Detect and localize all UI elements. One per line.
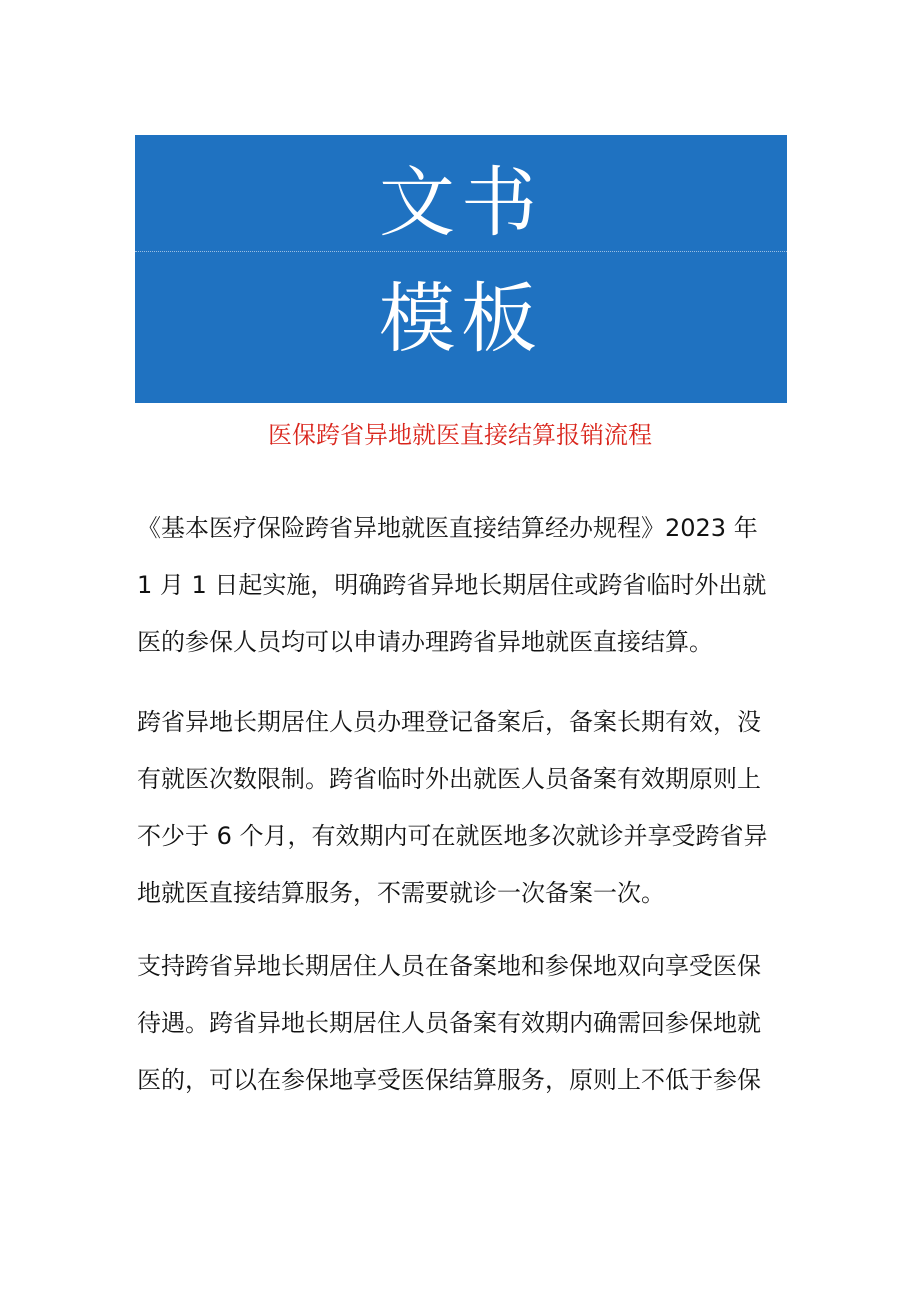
paragraph-2 [137, 694, 787, 922]
paragraph-line: 跨省异地长期居住人员办理登记备案后，备案长期有效，没 [137, 708, 761, 736]
paragraph-line: 有就医次数限制。跨省临时外出就医人员备案有效期原则上 [137, 765, 761, 793]
paragraph-line: 支持跨省异地长期居住人员在备案地和参保地双向享受医保 [137, 952, 761, 980]
cover-banner [135, 135, 787, 403]
paragraph-line: 不少于 6 个月，有效期内可在就医地多次就诊并享受跨省异 [137, 822, 768, 850]
banner-divider [135, 251, 787, 252]
paragraph-3 [137, 938, 787, 1109]
paragraph-line: 《基本医疗保险跨省异地就医直接结算经办规程》2023 年 [137, 514, 758, 542]
paragraph-line: 地就医直接结算服务，不需要就诊一次备案一次。 [137, 879, 665, 907]
document-title: 医保跨省异地就医直接结算报销流程 [268, 421, 652, 449]
paragraph-line: 1 月 1 日起实施，明确跨省异地长期居住或跨省临时外出就 [137, 571, 767, 599]
banner-title-line-2: 模板 [379, 274, 543, 363]
paragraph-line: 待遇。跨省异地长期居住人员备案有效期内确需回参保地就 [137, 1009, 761, 1037]
paragraph-line: 医的，可以在参保地享受医保结算服务，原则上不低于参保 [137, 1066, 761, 1094]
paragraph-1 [137, 500, 787, 671]
paragraph-line: 医的参保人员均可以申请办理跨省异地就医直接结算。 [137, 628, 713, 656]
banner-title-line-1: 文书 [379, 158, 543, 247]
